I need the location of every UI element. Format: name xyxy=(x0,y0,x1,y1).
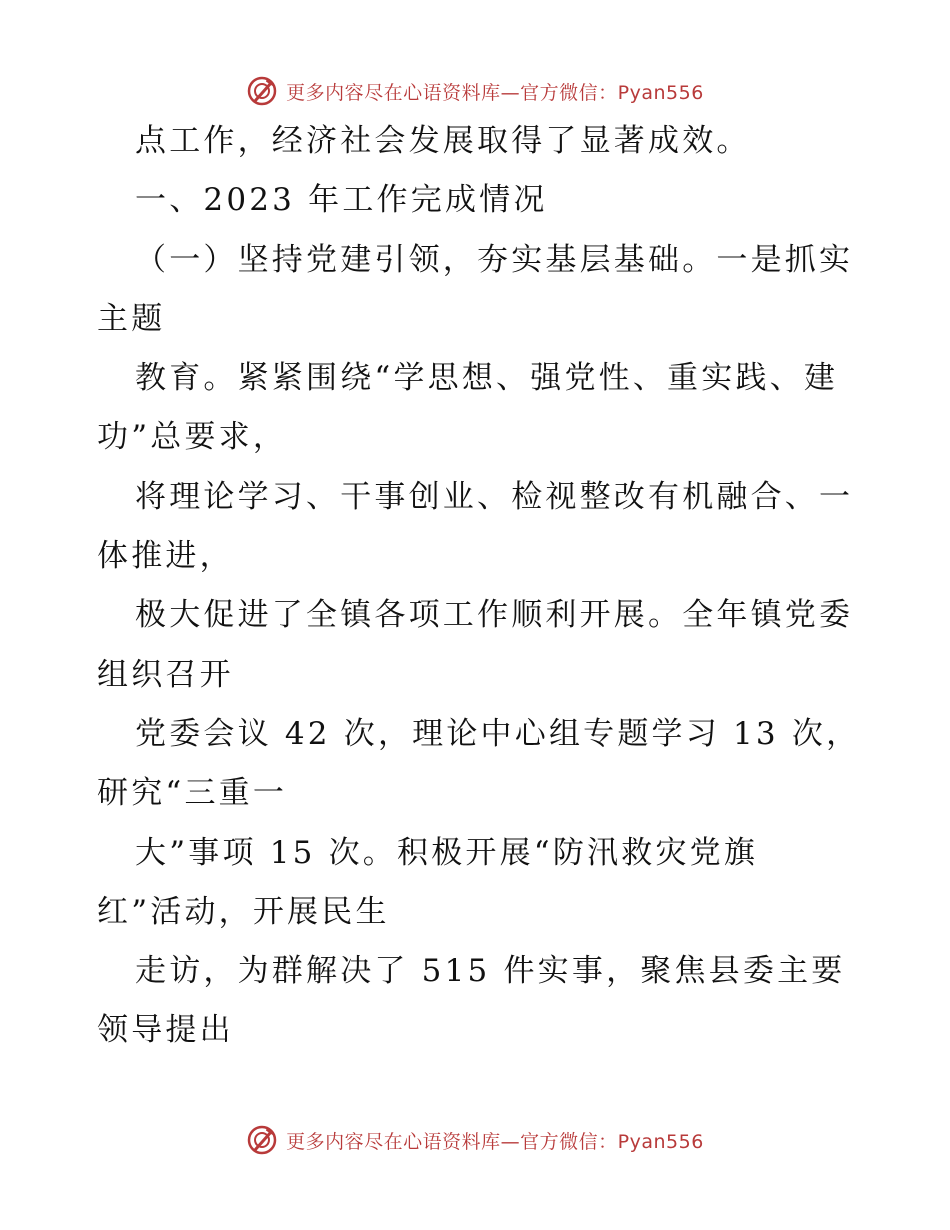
body-line: 极大促进了全镇各项工作顺利开展。全年镇党委 xyxy=(135,597,854,634)
seal-logo-icon xyxy=(246,1124,278,1156)
body-line: 研究“三重一 xyxy=(97,775,288,812)
header-watermark xyxy=(0,71,950,111)
watermark-text: 更多内容尽在心语资料库—官方微信：Pyan556 xyxy=(286,1130,704,1153)
body-line: 将理论学习、干事创业、检视整改有机融合、一 xyxy=(135,478,854,515)
body-line: （一）坚持党建引领，夯实基层基础。一是抓实 xyxy=(135,241,854,278)
footer-watermark xyxy=(0,1120,950,1160)
seal-logo-icon xyxy=(246,75,278,107)
section-heading: 一、2023 年工作完成情况 xyxy=(135,182,548,219)
body-line: 教育。紧紧围绕“学思想、强党性、重实践、建 xyxy=(135,360,839,397)
body-line: 功”总要求， xyxy=(97,419,288,456)
body-line: 组织召开 xyxy=(97,656,234,693)
document-body xyxy=(97,123,861,1073)
body-line: 走访，为群解决了 515 件实事，聚焦县委主要 xyxy=(135,953,846,990)
body-line: 红”活动，开展民生 xyxy=(97,893,390,930)
body-line: 大”事项 15 次。积极开展“防汛救灾党旗 xyxy=(135,834,759,871)
watermark-text: 更多内容尽在心语资料库—官方微信：Pyan556 xyxy=(286,81,704,104)
body-line: 主题 xyxy=(97,300,166,337)
body-line: 点工作，经济社会发展取得了显著成效。 xyxy=(135,123,751,159)
body-line: 体推进， xyxy=(97,538,234,575)
body-line: 领导提出 xyxy=(97,1012,234,1049)
body-line: 党委会议 42 次，理论中心组专题学习 13 次， xyxy=(135,715,861,752)
